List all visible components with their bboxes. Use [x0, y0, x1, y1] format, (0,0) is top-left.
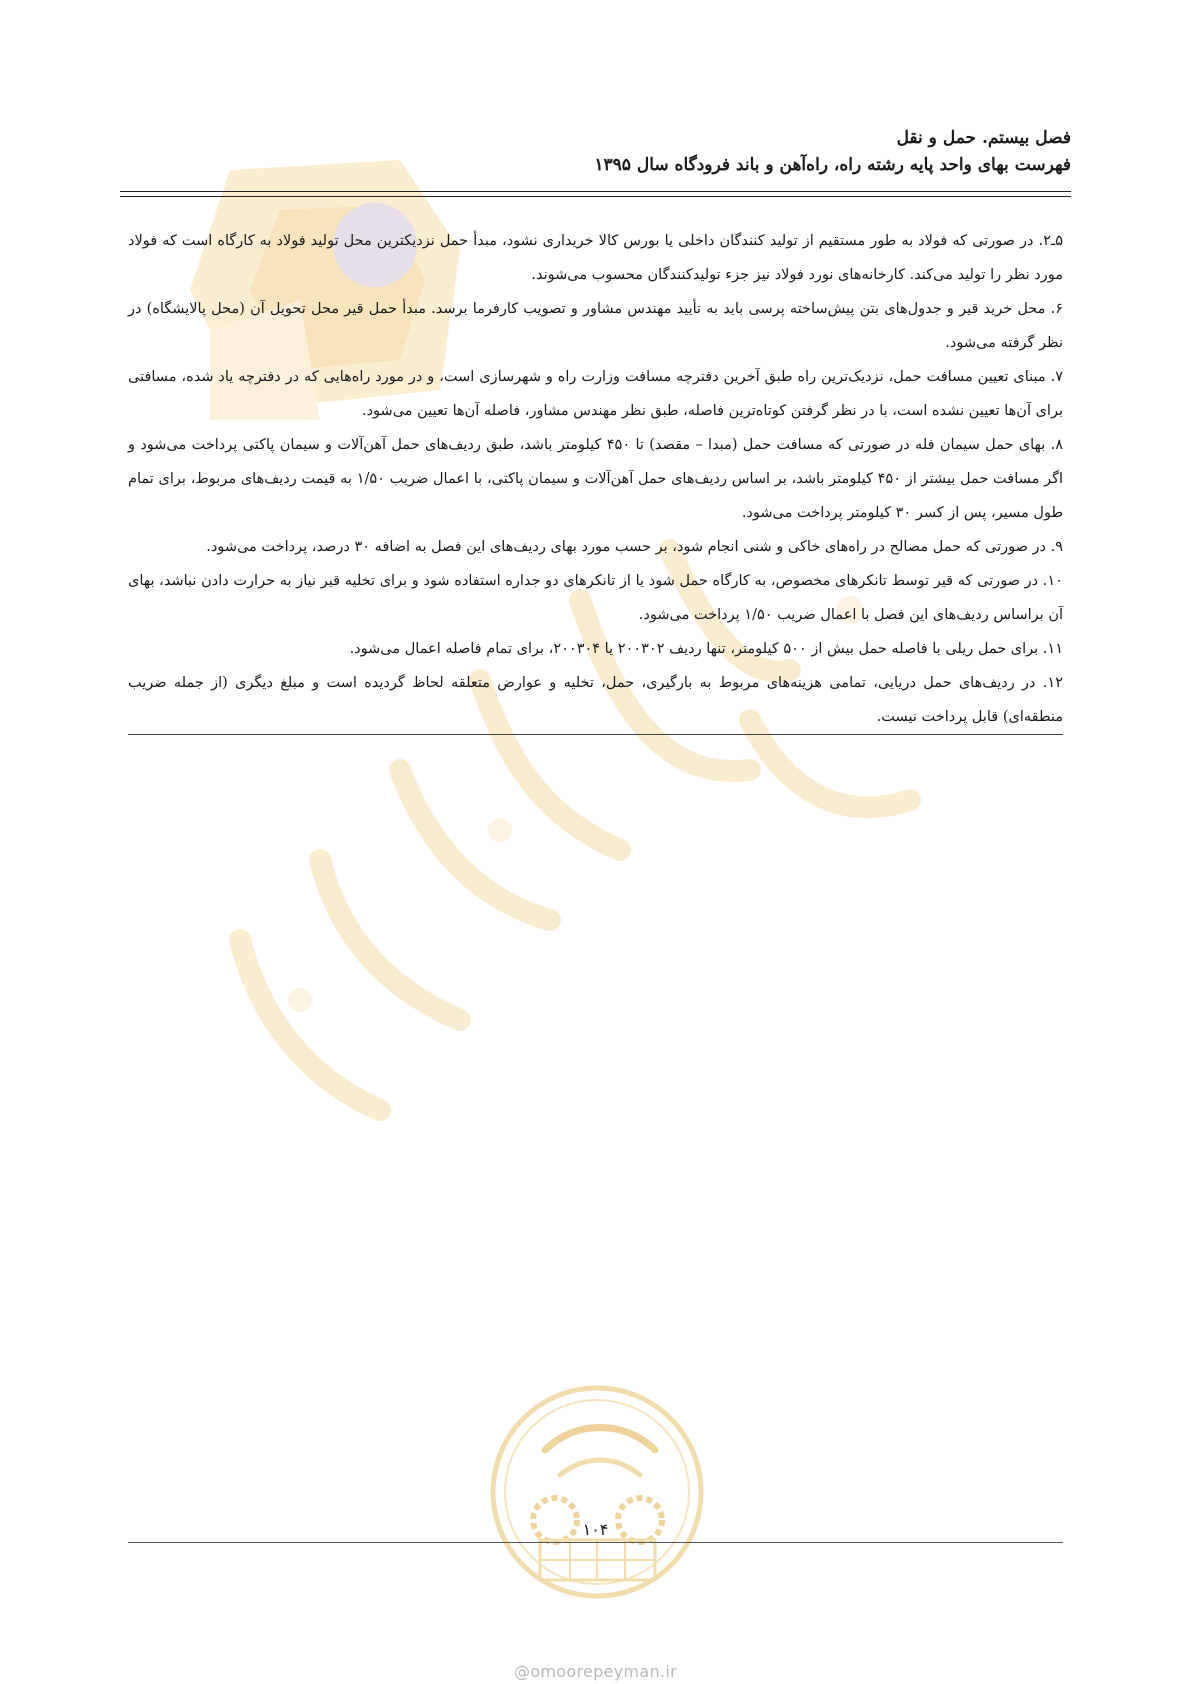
- website-watermark: @omoorepeyman.ir: [514, 1662, 677, 1681]
- page-header: [121, 126, 1071, 178]
- header-divider: [120, 191, 1071, 192]
- footer-divider: [128, 1542, 1063, 1543]
- header-divider-double: [120, 196, 1071, 197]
- paragraph-6: ۶. محل خرید قیر و جدول‌های بتن پیش‌ساخته پرسی باید به تأیید مهندس مشاور و تصویب کارفرما برسد. مبدأ حمل قیر محل تحویل آن (محل پالایشگاه) در نظر گرفته می‌شود.: [128, 301, 1063, 351]
- paragraph-10: ۱۰. در صورتی که قیر توسط تانکرهای مخصوص، به کارگاه حمل شود یا از تانکرهای دو جداره استفاده شود و برای تخلیه قیر نیاز به حرارت دادن نباشد، بهای آن براساس ردیف‌های این فصل با اعمال ضریب ۱/۵۰ پرداخت می‌شود.: [128, 573, 1063, 623]
- paragraph-8: ۸. بهای حمل سیمان فله در صورتی که مسافت حمل (مبدا – مقصد) تا ۴۵۰ کیلومتر باشد، طبق ردیف‌های حمل آهن‌آلات و سیمان پاکتی پرداخت می‌شود و اگر مسافت حمل بیشتر از ۴۵۰ کیلومتر باشد، بر اساس ردیف‌های حمل آهن‌آلات و سیمان پاکتی، با اعمال ضریب ۱/۵۰ به قیمت ردیف‌های مربوط، برای تمام طول مسیر، پس از کسر ۳۰ کیلومتر پرداخت می‌شود.: [128, 437, 1064, 521]
- document-subtitle: فهرست بهای واحد پایه رشته راه، راه‌آهن و باند فرودگاه سال ۱۳۹۵: [594, 155, 1071, 175]
- paragraph-7: ۷. مبنای تعیین مسافت حمل، نزدیک‌ترین راه طبق آخرین دفترچه مسافت وزارت راه و شهرسازی است، و در مورد راه‌هایی که در دفترچه یاد شده، مسافتی برای آن‌ها تعیین نشده است، با در نظر گرفتن کوتاه‌ترین فاصله، طبق نظر مهندس مشاور، فاصله آن‌ها تعیین می‌شود.: [128, 369, 1063, 419]
- paragraph-11: ۱۱. برای حمل ریلی با فاصله حمل بیش از ۵۰۰ کیلومتر، تنها ردیف ۲۰۰۳۰۲ یا ۲۰۰۳۰۴، برای تمام فاصله اعمال می‌شود.: [349, 641, 1063, 657]
- paragraph-9: ۹. در صورتی که حمل مصالح در راه‌های خاکی و شنی انجام شود، بر حسب مورد بهای ردیف‌های این فصل به اضافه ۳۰ درصد، پرداخت می‌شود.: [206, 539, 1063, 555]
- publisher-seal-logo: [485, 1380, 710, 1610]
- chapter-title: فصل بیستم. حمل و نقل: [896, 128, 1071, 148]
- paragraph-5-2: ۵ـ۲. در صورتی که فولاد به طور مستقیم از تولید کنندگان داخلی یا بورس کالا خریداری نشود، مبدأ حمل نزدیکترین محل تولید فولاد به کارگاه است که فولاد مورد نظر را تولید می‌کند. کارخانه‌های نورد فولاد نیز جزء تولیدکنندگان محسوب می‌شوند.: [128, 233, 1063, 283]
- body-text: [128, 224, 1063, 735]
- paragraph-12: ۱۲. در ردیف‌های حمل دریایی، تمامی هزینه‌های مربوط به بارگیری، حمل، تخلیه و عوارض متعلقه لحاظ گردیده است و مبلغ دیگری (از جمله ضریب منطقه‌ای) قابل پرداخت نیست.: [128, 666, 1063, 735]
- page-number: ۱۰۴: [582, 1520, 609, 1539]
